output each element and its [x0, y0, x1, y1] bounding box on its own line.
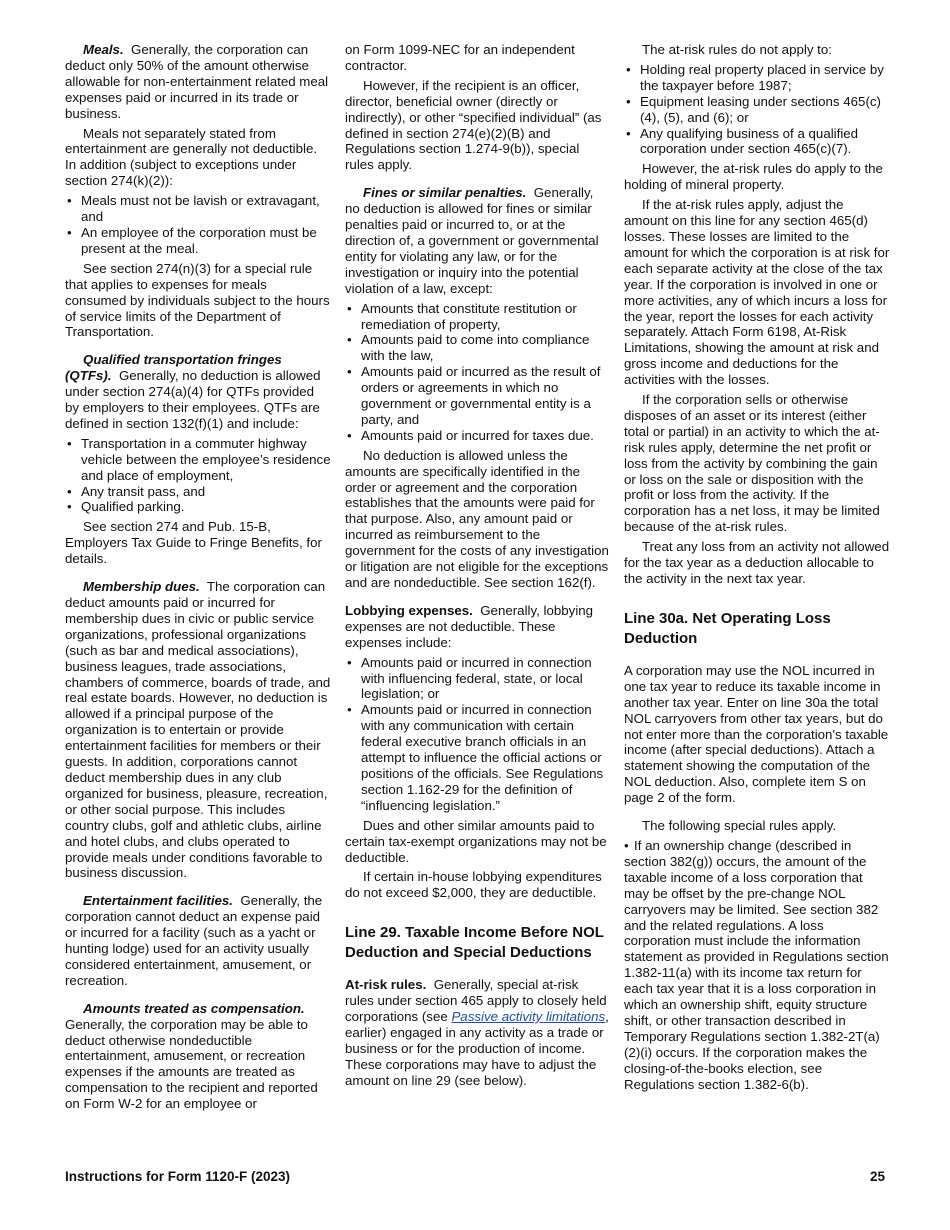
entertainment-title: Entertainment facilities.: [83, 893, 233, 909]
not-apply-paragraph: The at-risk rules do not apply to:: [642, 42, 832, 57]
fines-title: Fines or similar penalties.: [363, 185, 527, 201]
passive-activity-link[interactable]: Passive activity limitations: [451, 1009, 606, 1025]
list-item: • Amounts paid or incurred for taxes due.: [347, 427, 594, 443]
qtf-paragraph-2: See section 274 and Pub. 15-B, Employers Tax Guide to Fringe Benefits, for details.: [65, 519, 322, 567]
qtf-paragraph: Qualified transportation fringes (QTFs). Generally, no deduction is allowed under section 274(a)(4) for QTFs provided by employers to their employees. QTFs are defined in section 132(f)(1) and include:: [65, 352, 321, 431]
list-item: • Amounts that constitute restitution or remediation of property,: [347, 300, 577, 332]
meals-paragraph-2: Meals not separately stated from entertainment are generally not deductible. In addition (subject to exceptions under section 274(k)(2)):: [65, 125, 318, 189]
meals-paragraph-3: See section 274(n)(3) for a special rule that applies to expenses for meals consumed by individuals subject to the hours of service limits of the Department of Transportation.: [65, 260, 330, 340]
officer-paragraph: However, if the recipient is an officer, director, beneficial owner (directly or indirectly), or other “specified individual” (as defined in section 274(e)(2)(B) and Regulations section 1.274-9(b)), special rules apply.: [345, 77, 602, 173]
column-1: [65, 42, 331, 1116]
lobbying-paragraph: Lobbying expenses. Generally, lobbying expenses are not deductible. These expenses include:: [345, 602, 594, 650]
fines-paragraph: Fines or similar penalties. Generally, no deduction is allowed for fines or similar penalties paid or incurred to, or at the direction of, a government or governmental entity for violating any law, or for the investigation or inquiry into the potential violation of a law, except:: [345, 185, 599, 296]
list-item: • Any transit pass, and: [67, 483, 206, 499]
list-item: • Equipment leasing under sections 465(c)(4), (5), and (6); or: [626, 93, 881, 125]
adjust-paragraph: If the at-risk rules apply, adjust the amount on this line for any section 465(d) losses. These losses are limited to the amount for which the corporation is at risk for each separate activity at the close of the tax year. If the corporation is involved in one or more activities, any of which incurs a loss for the year, report the losses for each activity separately. Attach Form 6198, At-Risk Limitations, showing the amount at risk and gross income and deductions for the activities with the losses.: [624, 197, 890, 388]
treat-paragraph: Treat any loss from an activity not allowed for the tax year as a deduction allocable to the activity in the next tax year.: [624, 539, 890, 586]
line29-heading: Line 29. Taxable Income Before NOL Deduction and Special Deductions: [345, 924, 604, 962]
meals-paragraph: Meals. Generally, the corporation can deduct only 50% of the amount otherwise allowable for non-entertainment related meal expenses paid or incurred in its trade or business.: [65, 42, 329, 121]
dues-paragraph: Membership dues. The corporation can deduct amounts paid or incurred for membership dues in civic or public service organizations, professional organizations (such as bar and medical associations), business leagues, trade associations, chambers of commerce, boards of trade, and real estate boards. However, no deduction is allowed if a principal purpose of the organization is to entertain or provide entertainment facilities for members or their guests. In addition, corporations cannot deduct membership dues in any club organized for business, pleasure, recreation, or other social purpose. This includes country clubs, golf and athletic clubs, airline and hotel clubs, and clubs operated to provide meals under conditions favorable to business discussion.: [65, 579, 331, 881]
column-3: [624, 42, 890, 1092]
list-item: • Meals must not be lavish or extravagant, and: [67, 193, 320, 225]
list-item: • Amounts paid to come into compliance with the law,: [347, 332, 590, 364]
fines-paragraph-2: No deduction is allowed unless the amounts are specifically identified in the order or agreement and the corporation establishes that the amounts were paid for that purpose. Also, any amount paid or incurred as reimbursement to the government for the costs of any investigation or litigation are not eligible for the exceptions and are nondeductible. See section 162(f).: [345, 447, 609, 590]
dues-title: Membership dues.: [83, 579, 200, 595]
footer-title: Instructions for Form 1120-F (2023): [65, 1169, 291, 1184]
compensation-title: Amounts treated as compensation.: [83, 1000, 305, 1016]
list-item: • Amounts paid or incurred in connection with influencing federal, state, or local legislation; or: [347, 654, 592, 702]
lobbying-title: Lobbying expenses.: [345, 602, 473, 618]
list-item: • Any qualifying business of a qualified corporation under section 465(c)(7).: [626, 125, 859, 157]
nol-paragraph: A corporation may use the NOL incurred in one tax year to reduce its taxable income in another tax year. Enter on line 30a the total NOL carryovers from other tax years, but do not enter more than the corporation's taxable income (after special deductions). Attach a statement showing the computation of the NOL deduction. Also, complete item S on page 2 of the form.: [624, 662, 889, 806]
compensation-paragraph: Amounts treated as compensation. Generally, the corporation may be able to deduct otherwise nondeductible entertainment, amusement, or recreation expenses if the amounts are treated as compensation to the recipient and reported on Form W-2 for an employee or: [65, 1000, 318, 1112]
list-item: • Amounts paid or incurred in connection with any communication with certain federal executive branch officials in an attempt to influence the official actions or positions of the officials. See Regulations section 1.162-29 for the definition of “influencing legislation.”: [347, 702, 604, 813]
list-item: • Transportation in a commuter highway vehicle between the employee’s residence and place of employment,: [67, 435, 331, 483]
list-item: • Holding real property placed in service by the taxpayer before 1987;: [626, 61, 884, 93]
meals-title: Meals.: [83, 42, 124, 57]
column-2: [345, 42, 610, 1093]
sells-paragraph: If the corporation sells or otherwise disposes of an asset or its interest (either total or partial) in an activity to which the at-risk rules apply, determine the net profit or loss from the activity by combining the gain or loss on the sale or disposition with the profit or loss from the activity. If the corporation has a net loss, it may be limited because of the at-risk rules.: [624, 392, 880, 535]
list-item: • If an ownership change (described in section 382(g)) occurs, the amount of the taxable income of a loss corporation that may be offset by the pre-change NOL carryovers may be limited. See section 382 and the related regulations. A loss corporation must include the information statement as provided in Regulations section 1.382-11(a) with its income tax return for each tax year that it is a loss corporation in which an ownership shift, equity structure shift, or other transaction described in Temporary Regulations section 1.382-2T(a)(2)(i) occurs. If the corporation makes the closing-of-the-books election, see Regulations section 1.382-6(b).: [624, 837, 889, 1092]
atrisk-title: At-risk rules.: [345, 977, 427, 993]
list-item: • Qualified parking.: [67, 499, 185, 515]
lobbying-paragraph-2: Dues and other similar amounts paid to certain tax-exempt organizations may not be deductible.: [345, 817, 607, 865]
lobbying-paragraph-3: If certain in-house lobbying expenditures do not exceed $2,000, they are deductible.: [345, 869, 602, 901]
special-rules-paragraph: The following special rules apply.: [642, 818, 837, 834]
atrisk-paragraph: At-risk rules. Generally, special at-risk rules under section 465 apply to closely held corporations (see Passive activity limitations, earlier) engaged in any activity as a trade or business or for the production of income. These corporations may have to adjust the amount on line 29 (see below).: [345, 977, 609, 1088]
qtf-title: Qualified transportation fringes (QTFs).: [65, 352, 282, 384]
line30-heading: Line 30a. Net Operating Loss Deduction: [624, 609, 831, 647]
page-number: 25: [869, 1169, 885, 1184]
continued-paragraph: on Form 1099-NEC for an independent contractor.: [345, 42, 575, 73]
list-item: • An employee of the corporation must be present at the meal.: [67, 224, 317, 256]
list-item: • Amounts paid or incurred as the result of orders or agreements in which no government or governmental entity is a party, and: [347, 364, 601, 427]
entertainment-paragraph: Entertainment facilities. Generally, the corporation cannot deduct an expense paid or incurred for a facility (such as a yacht or hunting lodge) used for an activity usually considered entertainment, amusement, or recreation.: [65, 893, 323, 988]
mineral-paragraph: However, the at-risk rules do apply to the holding of mineral property.: [624, 161, 883, 193]
